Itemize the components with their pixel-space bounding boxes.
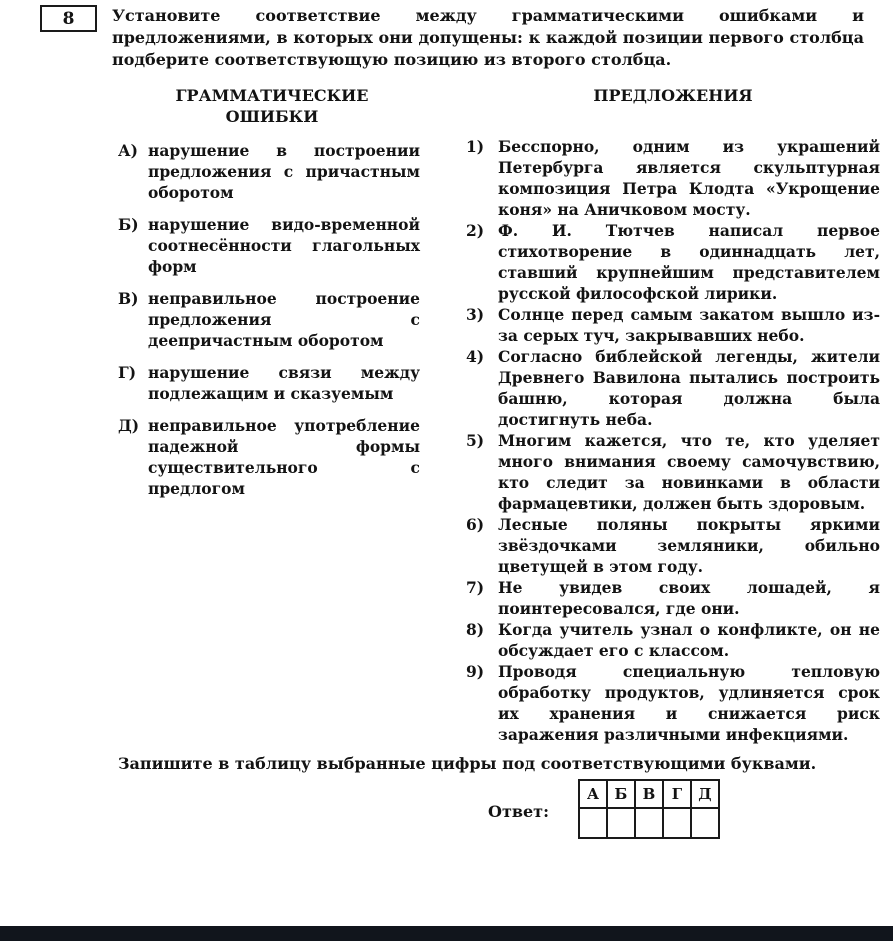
answer-cell-d[interactable] — [691, 808, 719, 838]
answer-cell-b[interactable] — [607, 808, 635, 838]
sentence-item-text: Лесные поляны покрыты яркими звёздочками земляники, обильно цветущей в этом году. — [498, 515, 880, 576]
sentence-item-1 — [466, 136, 880, 220]
errors-column — [118, 85, 426, 745]
answer-label: Ответ: — [488, 802, 549, 821]
sentence-item-6 — [466, 514, 880, 577]
answer-cell-a[interactable] — [579, 808, 607, 838]
sentence-item-4 — [466, 346, 880, 430]
sentences-column-title: ПРЕДЛОЖЕНИЯ — [593, 86, 753, 105]
answer-header-d: Д — [691, 780, 719, 808]
sentence-item-label: 7) — [466, 578, 485, 597]
error-item-text: неправильное построение предложения с деепричастным оборотом — [148, 289, 420, 350]
answer-table-header-row — [579, 780, 719, 808]
task-header — [0, 0, 893, 71]
error-item-text: нарушение видо-временной соотнесённости глагольных форм — [148, 215, 420, 276]
error-item-text: нарушение в построении предложения с причастным оборотом — [148, 141, 420, 202]
sentences-list — [466, 136, 880, 745]
error-item-label: Г) — [118, 363, 137, 382]
answer-cell-v[interactable] — [635, 808, 663, 838]
error-item-label: В) — [118, 289, 139, 308]
bottom-black-bar — [0, 926, 893, 941]
sentence-item-text: Многим кажется, что те, кто уделяет много внимания своему самочувствию, кто следит за новинками в области фармацевтики, должен быть здоровым. — [498, 431, 880, 513]
matching-columns — [0, 85, 893, 745]
error-item-label: А) — [118, 141, 138, 160]
answer-header-a: А — [579, 780, 607, 808]
sentence-item-label: 6) — [466, 515, 485, 534]
sentence-item-text: Бесспорно, одним из украшений Петербурга является скульптурная композиция Петра Клодта «Укрощение коня» на Аничковом мосту. — [498, 137, 880, 219]
errors-title-line2: ОШИБКИ — [225, 107, 319, 126]
sentence-item-text: Проводя специальную тепловую обработку продуктов, удлиняется срок их хранения и снижается риск заражения различными инфекциями. — [498, 662, 880, 744]
sentences-column — [466, 85, 880, 745]
sentence-item-label: 9) — [466, 662, 485, 681]
sentence-item-8 — [466, 619, 880, 661]
answer-row — [488, 779, 893, 839]
error-item-v — [118, 288, 426, 351]
sentence-item-text: Солнце перед самым закатом вышло из-за серых туч, закрывавших небо. — [498, 305, 880, 345]
sentence-item-7 — [466, 577, 880, 619]
sentence-item-label: 2) — [466, 221, 485, 240]
sentence-item-text: Когда учитель узнал о конфликте, он не обсуждает его с классом. — [498, 620, 880, 660]
errors-column-title — [118, 85, 426, 127]
error-item-label: Б) — [118, 215, 139, 234]
sentence-item-text: Не увидев своих лошадей, я поинтересовался, где они. — [498, 578, 880, 618]
error-item-a — [118, 140, 426, 203]
footer-instruction: Запишите в таблицу выбранные цифры под соответствующими буквами. — [118, 754, 817, 773]
sentence-item-2 — [466, 220, 880, 304]
sentence-item-text: Ф. И. Тютчев написал первое стихотворение в одиннадцать лет, ставший крупнейшим представителем русской философской лирики. — [498, 221, 880, 303]
answer-header-b: Б — [607, 780, 635, 808]
answer-table — [578, 779, 720, 839]
sentence-item-label: 1) — [466, 137, 485, 156]
question-number-box — [40, 5, 97, 32]
sentence-item-5 — [466, 430, 880, 514]
errors-title-line1: ГРАММАТИЧЕСКИЕ — [175, 86, 369, 105]
error-item-label: Д) — [118, 416, 140, 435]
sentence-item-label: 4) — [466, 347, 485, 366]
sentence-item-3 — [466, 304, 880, 346]
answer-header-v: В — [635, 780, 663, 808]
sentence-item-label: 5) — [466, 431, 485, 450]
errors-list — [118, 140, 426, 499]
error-item-d — [118, 415, 426, 499]
answer-header-g: Г — [663, 780, 691, 808]
question-number: 8 — [62, 8, 75, 29]
error-item-b — [118, 214, 426, 277]
error-item-text: неправильное употребление падежной формы существительного с предлогом — [148, 416, 420, 498]
task-prompt: Установите соответствие между грамматическими ошибками и предложениями, в которых они допущены: к каждой позиции первого столбца подберите соответствующую позицию из второго столбца. — [112, 6, 864, 69]
sentence-item-label: 8) — [466, 620, 485, 639]
answer-table-value-row — [579, 808, 719, 838]
error-item-g — [118, 362, 426, 404]
error-item-text: нарушение связи между подлежащим и сказуемым — [148, 363, 420, 403]
sentence-item-label: 3) — [466, 305, 485, 324]
sentence-item-text: Согласно библейской легенды, жители Древнего Вавилона пытались построить башню, которая должна была достигнуть неба. — [498, 347, 880, 429]
answer-cell-g[interactable] — [663, 808, 691, 838]
sentence-item-9 — [466, 661, 880, 745]
